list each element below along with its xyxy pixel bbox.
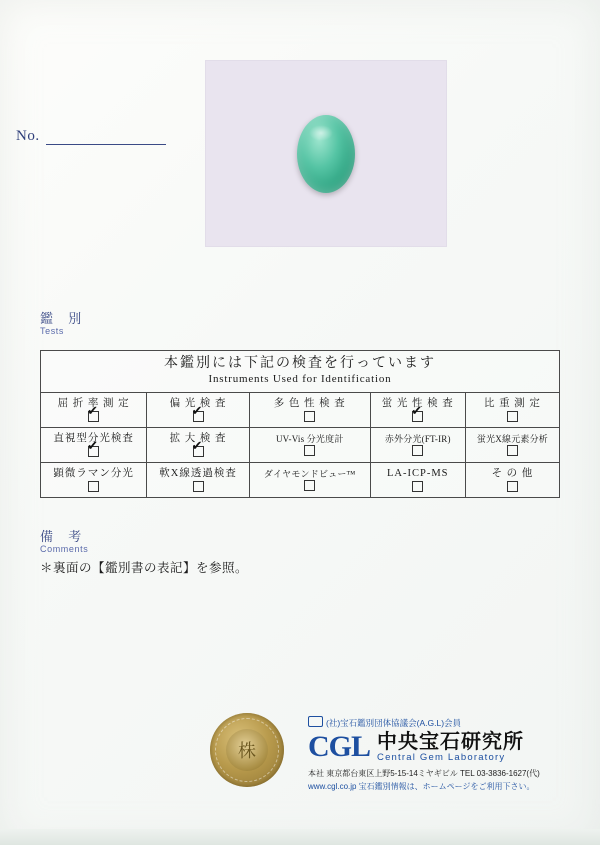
checkbox-checked[interactable] bbox=[371, 411, 465, 425]
test-label: 赤外分光(FT-IR) bbox=[384, 433, 451, 444]
certificate-number-field[interactable] bbox=[16, 128, 166, 145]
table-title-cell bbox=[41, 351, 560, 393]
checkbox-unchecked[interactable] bbox=[371, 445, 465, 459]
test-label: 拡 大 検 査 bbox=[169, 432, 227, 444]
test-cell-polariscope[interactable] bbox=[147, 393, 250, 428]
lab-identity bbox=[308, 715, 588, 792]
test-cell-specific-gravity[interactable] bbox=[465, 393, 559, 428]
test-label: 蛍 光 性 検 査 bbox=[381, 397, 454, 409]
test-cell-la-icp-ms[interactable] bbox=[370, 463, 465, 498]
test-label: 多 色 性 検 査 bbox=[273, 397, 346, 409]
page-bottom-edge bbox=[0, 829, 600, 845]
company-name-row bbox=[308, 731, 588, 763]
gold-seal bbox=[210, 713, 284, 787]
test-label: 比 重 測 定 bbox=[484, 397, 541, 409]
checkbox-unchecked[interactable] bbox=[250, 480, 370, 494]
checkbox-unchecked[interactable] bbox=[466, 445, 559, 459]
tests-heading-jp: 鑑 別 bbox=[40, 311, 88, 326]
table-row bbox=[41, 393, 560, 428]
gem-photo bbox=[205, 60, 447, 247]
test-cell-soft-xray[interactable] bbox=[147, 463, 250, 498]
test-label: 顕微ラマン分光 bbox=[53, 467, 134, 479]
test-label: 直視型分光検査 bbox=[53, 432, 134, 444]
checkbox-unchecked[interactable] bbox=[41, 481, 146, 495]
table-title-en: Instruments Used for Identification bbox=[208, 372, 392, 385]
gem-image bbox=[297, 115, 355, 193]
test-label: そ の 他 bbox=[491, 467, 534, 479]
comments-text: ＊裏面の【鑑別書の表記】を参照。 bbox=[40, 561, 249, 575]
agl-membership-line bbox=[308, 715, 588, 729]
test-cell-pleochroism[interactable] bbox=[249, 393, 370, 428]
checkbox-unchecked[interactable] bbox=[250, 411, 370, 425]
company-name-jp: 中央宝石研究所 bbox=[377, 731, 525, 753]
checkbox-checked[interactable] bbox=[147, 411, 249, 425]
footer bbox=[0, 713, 600, 803]
agl-logo-icon bbox=[308, 716, 323, 727]
certificate-number-label: No. bbox=[16, 128, 40, 144]
test-label: LA-ICP-MS bbox=[387, 467, 449, 479]
table-title-jp: 本鑑別には下記の検査を行っています bbox=[164, 356, 436, 372]
tests-table bbox=[40, 350, 560, 498]
test-label: ダイヤモンドビュー™ bbox=[263, 468, 356, 479]
comments-heading-jp: 備 考 bbox=[40, 529, 88, 544]
checkbox-unchecked[interactable] bbox=[466, 411, 559, 425]
test-cell-raman[interactable] bbox=[41, 463, 147, 498]
company-url[interactable]: www.cgl.co.jp 宝石鑑別情報は、ホームページをご利用下さい。 bbox=[308, 782, 535, 792]
test-label: UV-Vis 分光度計 bbox=[275, 433, 344, 444]
test-label: 軟X線透過検査 bbox=[159, 467, 237, 479]
checkbox-checked[interactable] bbox=[41, 446, 146, 460]
table-row bbox=[41, 428, 560, 463]
cgl-logo: CGL bbox=[308, 730, 371, 764]
tests-heading-en: Tests bbox=[40, 326, 65, 337]
company-names bbox=[377, 731, 524, 763]
test-cell-diamond-view[interactable] bbox=[249, 463, 370, 498]
test-label: 偏 光 検 査 bbox=[169, 397, 227, 409]
checkbox-checked[interactable] bbox=[41, 411, 146, 425]
table-row bbox=[41, 463, 560, 498]
table-title-row bbox=[41, 351, 560, 393]
checkbox-unchecked[interactable] bbox=[466, 481, 559, 495]
checkbox-unchecked[interactable] bbox=[147, 481, 249, 495]
tests-section-heading bbox=[40, 312, 87, 336]
test-cell-xrf[interactable] bbox=[465, 428, 559, 463]
test-cell-ftir[interactable] bbox=[370, 428, 465, 463]
company-address: 本社 東京都台東区上野5-15-14ミヤギビル TEL 03-3836-1627(代) bbox=[308, 769, 540, 779]
comments-heading-en: Comments bbox=[40, 544, 89, 555]
company-name-en: Central Gem Laboratory bbox=[377, 752, 506, 763]
checkbox-unchecked[interactable] bbox=[250, 445, 370, 459]
test-cell-other[interactable] bbox=[465, 463, 559, 498]
checkbox-unchecked[interactable] bbox=[371, 481, 465, 495]
seal-initial: 株 bbox=[238, 741, 256, 761]
test-cell-fluorescence[interactable] bbox=[370, 393, 465, 428]
agl-membership-text: (社)宝石鑑別団体協議会(A.G.L)会員 bbox=[326, 718, 462, 728]
test-label: 屈 折 率 測 定 bbox=[57, 397, 130, 409]
test-cell-direct-spectroscope[interactable] bbox=[41, 428, 147, 463]
test-label: 蛍光X線元素分析 bbox=[476, 433, 548, 444]
tests-table-wrapper bbox=[40, 350, 560, 498]
comments-section-heading bbox=[40, 530, 88, 554]
certificate-number-rule bbox=[46, 130, 166, 145]
checkbox-checked[interactable] bbox=[147, 446, 249, 460]
test-cell-magnification[interactable] bbox=[147, 428, 250, 463]
test-cell-uv-vis[interactable] bbox=[249, 428, 370, 463]
test-cell-refractive-index[interactable] bbox=[41, 393, 147, 428]
